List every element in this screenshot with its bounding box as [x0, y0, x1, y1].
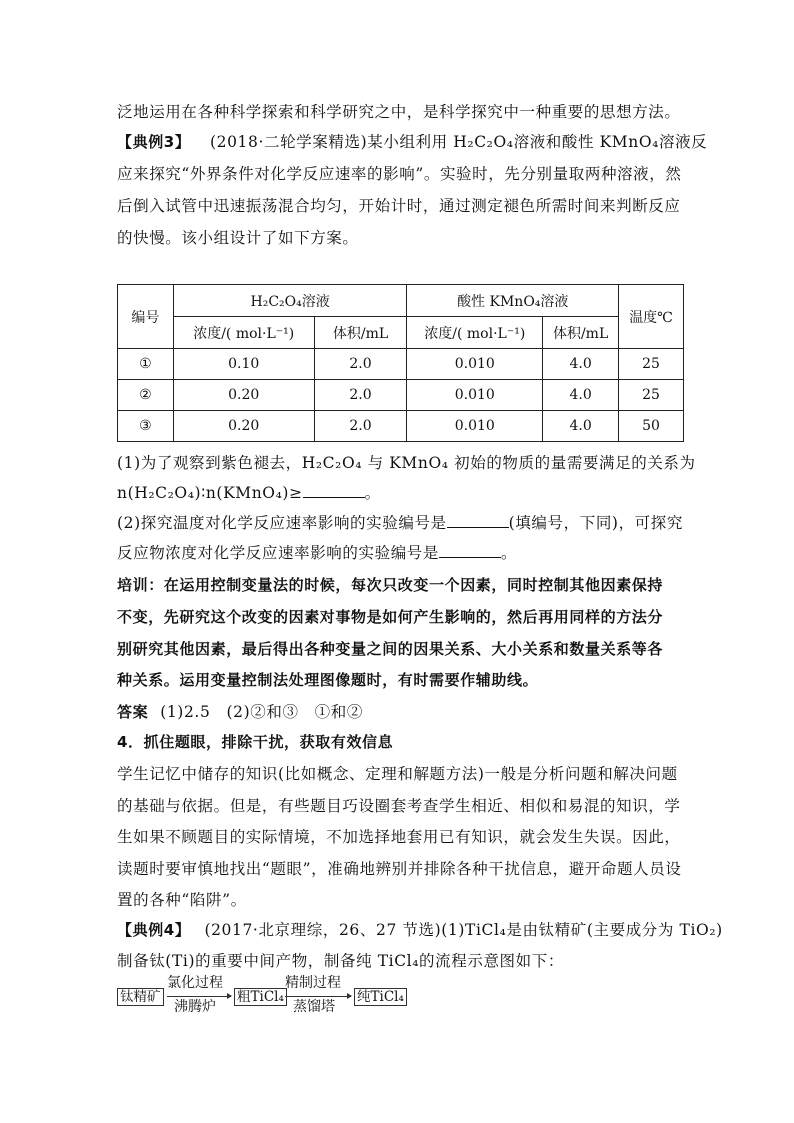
col-temp-header: 温度℃	[619, 285, 684, 349]
table-cell: 50	[619, 411, 684, 442]
training-line-2: 别研究其他因素，最后得出各种变量之间的因果关系、大小关系和数量关系等各	[117, 640, 664, 658]
table-row	[118, 349, 684, 380]
table-cell: 2.0	[314, 411, 407, 442]
sub-vol-header-1: 体积/mL	[314, 317, 407, 349]
example3-tag: 【典例3】	[117, 133, 191, 151]
question2-line1	[117, 512, 682, 534]
table-cell: ②	[118, 380, 174, 411]
sub-vol-header-2: 体积/mL	[543, 317, 619, 349]
example3-line-0: 某小组利用 H₂C₂O₄溶液和酸性 KMnO₄溶液反	[367, 133, 708, 151]
table-cell: 25	[619, 380, 684, 411]
table-cell: 25	[619, 349, 684, 380]
table-cell: 0.10	[173, 349, 314, 380]
flow-arrow-2	[285, 996, 351, 997]
group-kmno4-header: 酸性 KMnO₄溶液	[407, 285, 619, 317]
table-row	[118, 411, 684, 442]
sub-conc-header-1: 浓度/( mol·L⁻¹)	[173, 317, 314, 349]
table-cell: 4.0	[543, 349, 619, 380]
answer-blank[interactable]	[447, 512, 509, 528]
section4-heading: 4．抓住题眼，排除干扰，获取有效信息	[117, 733, 394, 751]
sub-conc-header-2: 浓度/( mol·L⁻¹)	[407, 317, 543, 349]
example4-line2: 制备钛(Ti)的重要中间产物，制备纯 TiCl₄的流程示意图如下：	[117, 952, 564, 970]
table-cell: 0.20	[173, 380, 314, 411]
flow-box-crude: 粗TiCl₄	[234, 988, 287, 1006]
example3-first-line	[117, 131, 708, 153]
question2-line2	[117, 542, 682, 564]
flow-arrow-1	[167, 996, 231, 997]
table-cell: 4.0	[543, 411, 619, 442]
table-row	[118, 380, 684, 411]
answer-text: (1)2.5 (2)②和③ ①和②	[160, 703, 363, 721]
flow-box-ore: 钛精矿	[117, 988, 164, 1006]
table-cell: 0.20	[173, 411, 314, 442]
example4-text: (2017·北京理综，26、27 节选)(1)TiCl₄是由钛精矿(主要成分为 TiO₂)	[204, 921, 723, 939]
flow-arrow2-top: 精制过程	[285, 975, 341, 991]
sec4-line-2: 生如果不顾题目的实际情境，不加选择地套用已有知识，就会发生失误。因此，	[117, 828, 681, 846]
answer-blank[interactable]	[439, 542, 501, 558]
question2-text-b: (填编号，下同)，可探究	[508, 514, 683, 532]
flow-arrow1-bottom: 沸腾炉	[174, 999, 216, 1015]
example4-line1	[117, 919, 723, 941]
example3-line-1: 应来探究“外界条件对化学反应速率的影响”。实验时，先分别量取两种溶液，然	[117, 165, 682, 183]
training-line-3: 种关系。运用变量控制法处理图像题时，有时需要作辅助线。	[117, 671, 539, 689]
process-flow-diagram	[117, 973, 417, 1018]
question1-line1: (1)为了观察到紫色褪去，H₂C₂O₄ 与 KMnO₄ 初始的物质的量需要满足的关系为	[117, 454, 696, 472]
question1-line2	[117, 482, 682, 504]
period: 。	[501, 544, 518, 562]
sec4-line-0: 学生记忆中储存的知识(比如概念、定理和解题方法)一般是分析问题和解决问题	[117, 765, 678, 783]
example4-tag: 【典例4】	[117, 921, 191, 939]
question2-text-c: 反应物浓度对化学反应速率影响的实验编号是	[117, 544, 440, 562]
flow-box-pure: 纯TiCl₄	[354, 988, 407, 1006]
sec4-line-1: 的基础与依据。但是，有些题目巧设圈套考查学生相近、相似和易混的知识，学	[117, 797, 681, 815]
example3-source: (2018·二轮学案精选)	[209, 133, 368, 151]
table-cell: 0.010	[407, 380, 543, 411]
table-cell: 2.0	[314, 380, 407, 411]
table-cell: 0.010	[407, 411, 543, 442]
training-line-0: 培训：在运用控制变量法的时候，每次只改变一个因素，同时控制其他因素保持	[117, 576, 664, 594]
example3-line-2: 后倒入试管中迅速振荡混合均匀，开始计时，通过测定褪色所需时间来判断反应	[117, 197, 681, 215]
answer-label: 答案	[117, 703, 149, 721]
intro-tail-text: 泛地运用在各种科学探索和科学研究之中，是科学探究中一种重要的思想方法。	[117, 103, 681, 121]
table-cell: 0.010	[407, 349, 543, 380]
flow-arrow1-top: 氯化过程	[167, 975, 223, 991]
experiment-table	[117, 284, 684, 442]
col-id-header: 编号	[118, 285, 174, 349]
group-h2c2o4-header: H₂C₂O₄溶液	[173, 285, 407, 317]
table-cell: ③	[118, 411, 174, 442]
answer-line	[117, 701, 682, 723]
question2-text-a: (2)探究温度对化学反应速率影响的实验编号是	[117, 514, 447, 532]
table-cell: 4.0	[543, 380, 619, 411]
table-cell: ①	[118, 349, 174, 380]
table-cell: 2.0	[314, 349, 407, 380]
flow-arrow2-bottom: 蒸馏塔	[293, 999, 335, 1015]
sec4-line-4: 置的各种“陷阱”。	[117, 891, 247, 909]
example3-line-3: 的快慢。该小组设计了如下方案。	[117, 229, 359, 247]
question1-ratio: n(H₂C₂O₄)∶n(KMnO₄)≥	[117, 484, 303, 502]
sec4-line-3: 读题时要审慎地找出“题眼”，准确地辨别并排除各种干扰信息，避开命题人员设	[117, 860, 682, 878]
answer-blank[interactable]	[303, 482, 365, 498]
period: 。	[364, 484, 381, 502]
training-line-1: 不变，先研究这个改变的因素对事物是如何产生影响的，然后再用同样的方法分	[117, 608, 664, 626]
